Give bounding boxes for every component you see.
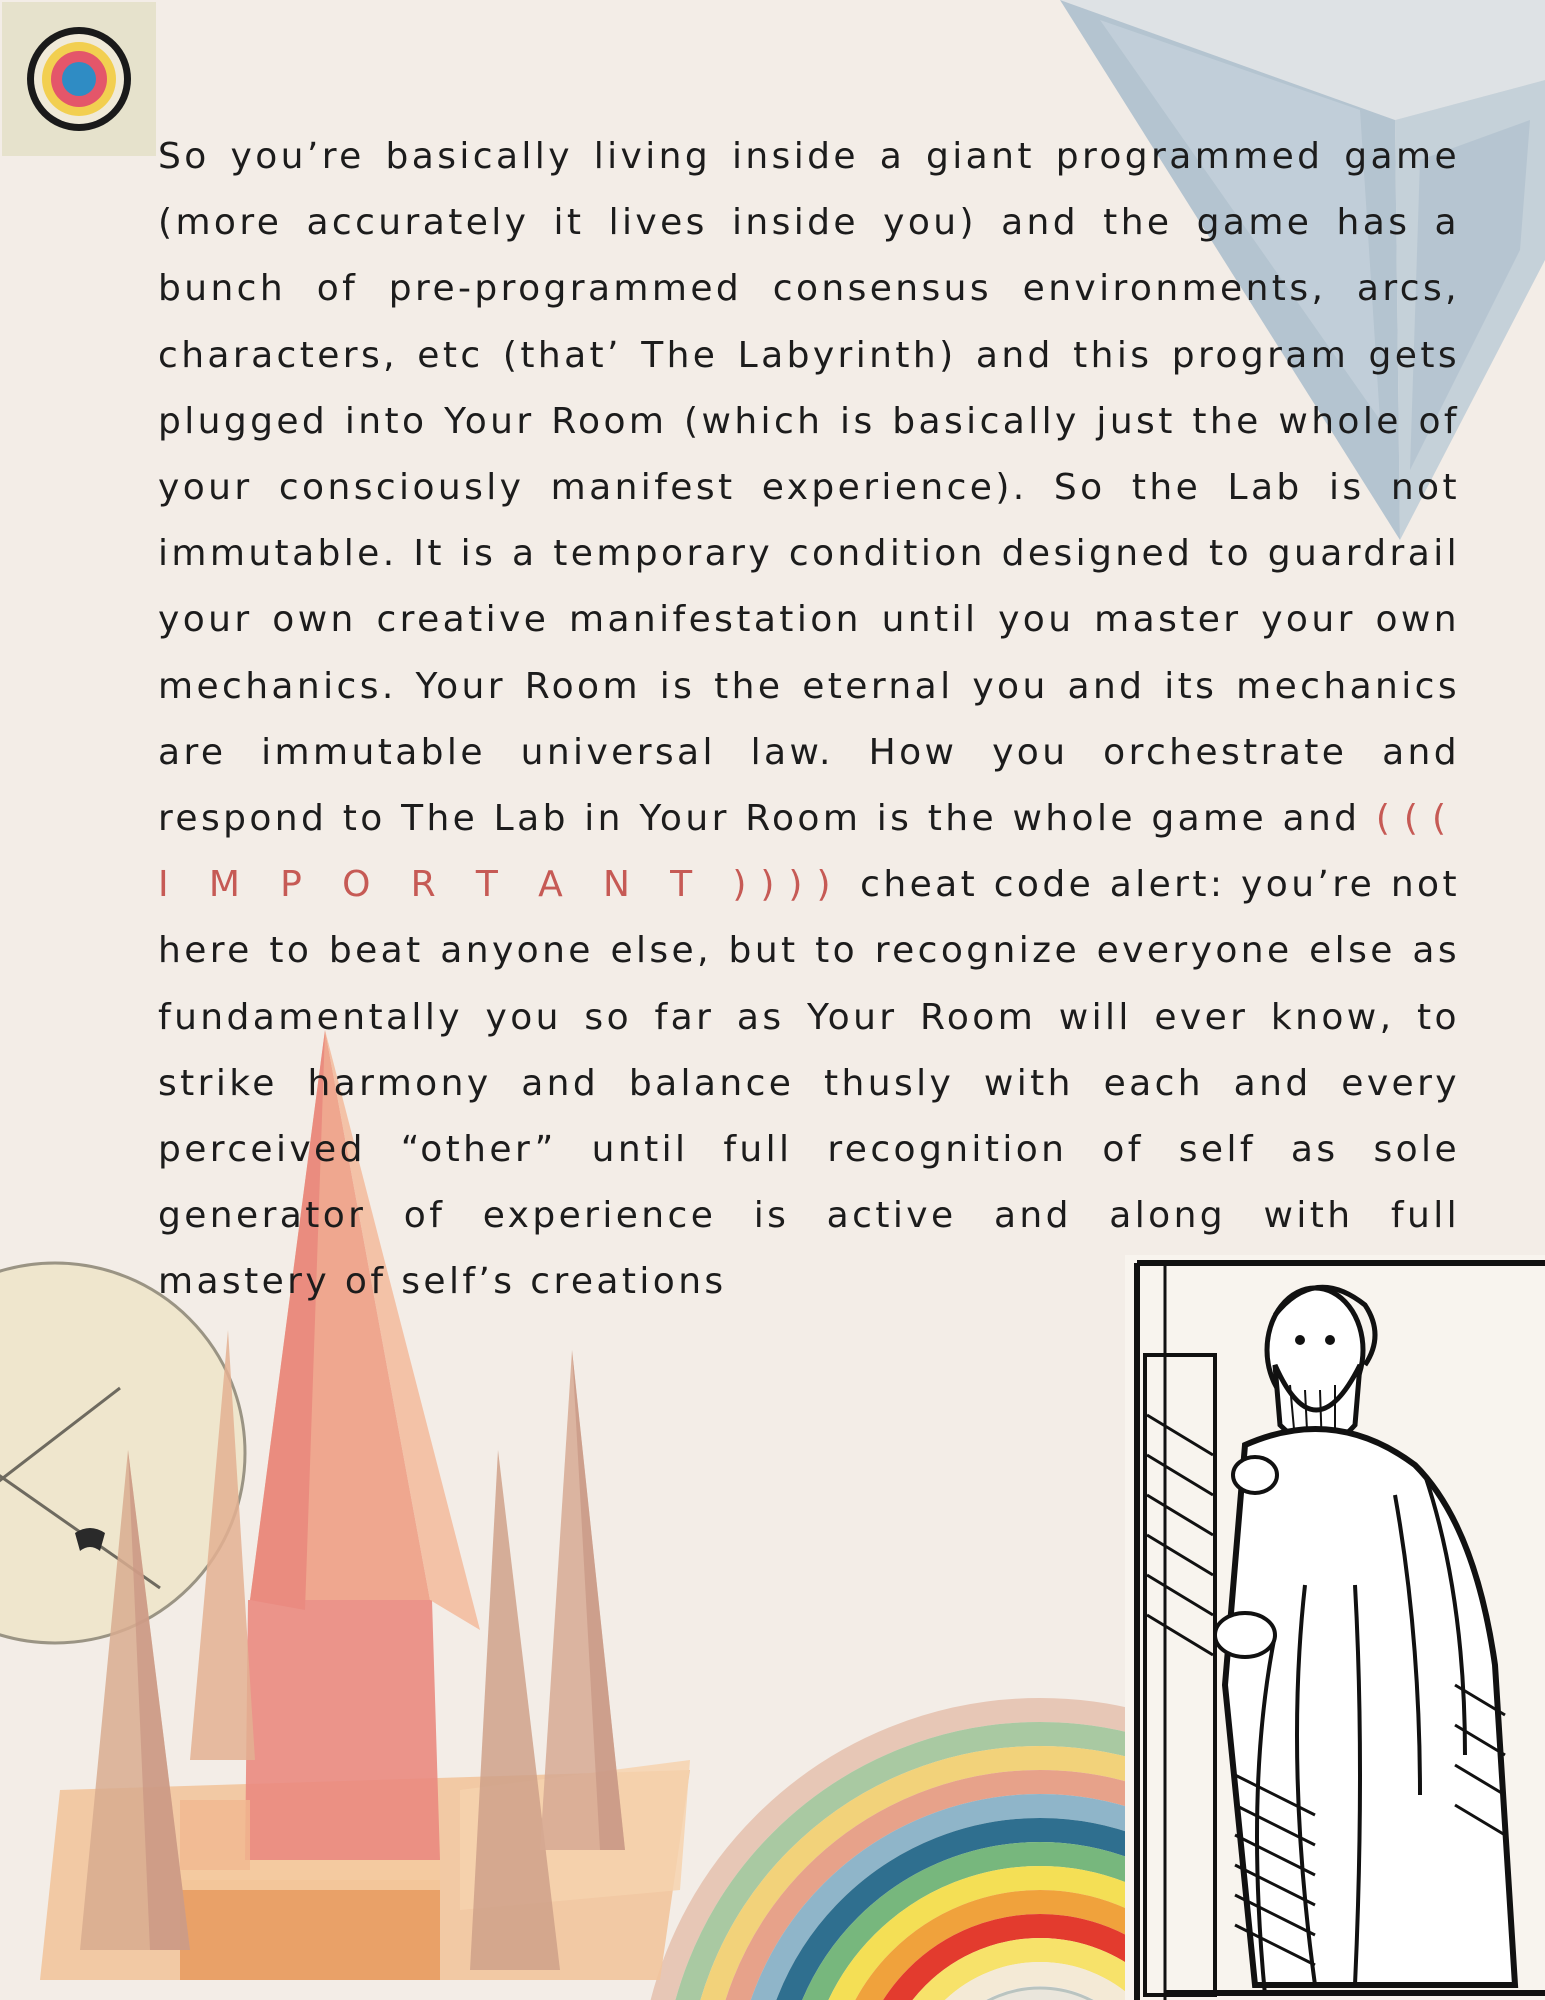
target-icon: [2, 2, 156, 156]
important-highlight: ((( I M P O R T A N T )))): [158, 798, 1460, 906]
body-text-part-2: cheat code alert: you’re not here to beat anyone else, but to recognize everyone else as fundamentally you so far as Your Room will ever know, to strike harmony and balance thusly with each and every perceived “other” until full recognition of self as sole generator of experience is active and along with full mastery of self’s creations: [158, 864, 1460, 1303]
woodcut-bearded-figure: [1125, 1255, 1545, 2000]
body-text-part-1: So you’re basically living inside a giant programmed game (more accurately it lives inside you) and the game has a bunch of pre-programmed consensus environments, arcs, characters, etc (that’ The Labyrinth) and this program gets plugged into Your Room (which is basically just the whole of your consciously manifest experience). So the Lab is not immutable. It is a temporary condition designed to guardrail your own creative manifestation until you master your own mechanics. Your Room is the eternal you and its mechanics are immutable universal law. How you orchestrate and respond to The Lab in Your Room is the whole game and: [158, 136, 1460, 840]
body-paragraph: [158, 124, 1460, 1316]
